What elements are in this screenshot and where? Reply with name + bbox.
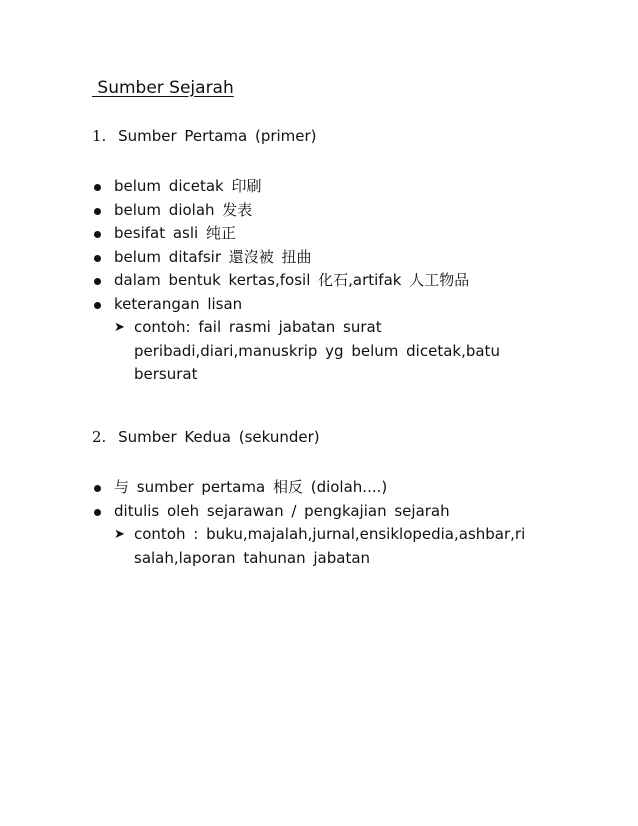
bullet-dot-icon [94, 231, 101, 238]
sub-item-line-2: salah,laporan tahunan jabatan [134, 548, 371, 567]
sub-item-line-3: bersurat [134, 365, 198, 383]
list-item [92, 293, 500, 317]
list-item [92, 269, 500, 293]
section-2-bullet-list [92, 476, 525, 570]
bullet-dot-icon [94, 255, 101, 262]
list-item [92, 199, 500, 223]
section-1-heading-text: Sumber Pertama (primer) [118, 127, 317, 145]
document-title: Sumber Sejarah [92, 78, 234, 98]
bullet-dot-icon [94, 184, 101, 191]
list-item-text: 与 sumber pertama 相反 (diolah....) [114, 478, 388, 496]
bullet-dot-icon [94, 485, 101, 492]
list-item-text: belum diolah 发表 [114, 200, 253, 219]
arrow-bullet-icon: ➤ [114, 527, 125, 542]
list-item [92, 246, 500, 270]
list-item-text: belum ditafsir 還沒被 扭曲 [114, 247, 312, 266]
sub-item-line-1: contoh: fail rasmi jabatan surat [134, 318, 382, 336]
bullet-dot-icon [94, 302, 101, 309]
sub-item-line-1: contoh : buku,majalah,jurnal,ensiklopedia,ashbar,ri [134, 525, 526, 543]
section-2-number: 2. [92, 428, 107, 446]
arrow-bullet-icon: ➤ [114, 320, 125, 335]
section-2-heading-text: Sumber Kedua (sekunder) [118, 428, 320, 446]
section-1-bullet-list [92, 175, 500, 387]
section-1-heading [92, 127, 317, 145]
list-item [92, 476, 525, 500]
list-item-text: keterangan lisan [114, 294, 243, 313]
list-item [92, 175, 500, 199]
sub-list-item [92, 523, 525, 570]
list-item-text: dalam bentuk kertas,fosil 化石,artifak 人工物品 [114, 271, 470, 289]
list-item-text: belum dicetak 印刷 [114, 177, 262, 195]
section-2-heading [92, 428, 320, 446]
list-item-text: ditulis oleh sejarawan / pengkajian sejarah [114, 501, 450, 520]
section-1-number: 1. [92, 127, 107, 145]
list-item-text: besifat asli 纯正 [114, 224, 236, 242]
bullet-dot-icon [94, 509, 101, 516]
sub-item-line-2: peribadi,diari,manuskrip yg belum dicetak,batu [134, 341, 500, 360]
list-item [92, 222, 500, 246]
bullet-dot-icon [94, 278, 101, 285]
sub-list-item [92, 316, 500, 387]
bullet-dot-icon [94, 208, 101, 215]
list-item [92, 500, 525, 524]
